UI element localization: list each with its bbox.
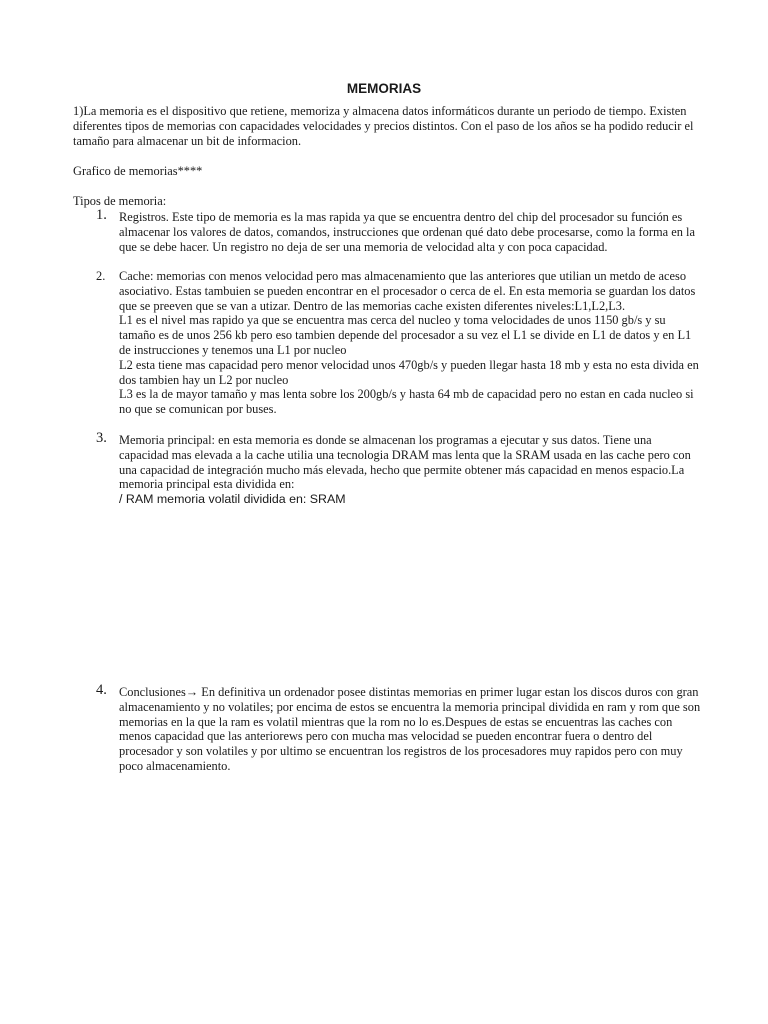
- page-title: MEMORIAS: [346, 81, 422, 96]
- list-marker: 2.: [96, 269, 106, 283]
- intro-paragraph: 1)La memoria es el dispositivo que retiene, memoriza y almacena datos informáticos durante un periodo de tiempo. Existen diferentes tipos de memorias con capacidades velocidades y precios distintos. Con el paso de los años se ha podido reducir el tamaño para almacenar un bit de informacion.: [73, 104, 694, 148]
- ram-line: / RAM memoria volatil dividida en: SRAM: [119, 492, 346, 507]
- grafico-line: Grafico de memorias****: [73, 164, 203, 178]
- list-item-text: Memoria principal: en esta memoria es donde se almacenan los programas a ejecutar y sus datos. Tiene una capacidad mas elevada a la cache utilia una tecnologia DRAM mas lenta que la SRAM usada en las cache pero con una capacidad de integración mucho más elevada, hecho que permite obtener más capacidad en menos espacio.La memoria principal esta dividida en:: [119, 433, 691, 492]
- cache-l1-text: L1 es el nivel mas rapido ya que se encuentra mas cerca del nucleo y toma velocidades de unos 1150 gb/s y su tamaño es de unos 256 kb pero eso tambien depende del procesador a su vez el L1 se divide en L1 de datos y en L1 de instrucciones y tenemos una L1 por nucleo: [119, 313, 692, 357]
- list-item-cache: [96, 269, 701, 417]
- list-marker: 1.: [96, 207, 107, 223]
- list-item-registros: [96, 207, 701, 254]
- list-item-text: Conclusiones→ En definitiva un ordenador posee distintas memorias en primer lugar estan los discos duros con gran almacenamiento y no volatiles; por encima de estos se encuentra la memoria principal dividida en ram y rom que son memorias en la que la ram es volatil mientras que la rom no lo es.Despues de estas se encuentras las caches con menos capacidad que las anteriorews pero con mucha mas velocidad se pueden encontrar fuera o dentro del procesador y son volatiles y por ultimo se encuentran los registros de los procesadores muy rapidos pero con muy poco almacenamiento.: [119, 685, 701, 773]
- list-marker: 4.: [96, 682, 107, 698]
- cache-l3-text: L3 es la de mayor tamaño y mas lenta sobre los 200gb/s y hasta 64 mb de capacidad pero no estan en cada nucleo si no que se comunican por buses.: [119, 387, 694, 417]
- list-item-memoria-principal: [96, 430, 701, 507]
- tipos-heading: Tipos de memoria:: [73, 194, 167, 208]
- list-item-text: Cache: memorias con menos velocidad pero mas almacenamiento que las anteriores que utilian un metdo de aceso asociativo. Estas tambuien se pueden encontrar en el procesador o cerca de el. En esta memoria se guardan los datos que se preeven que se van a utizar. Dentro de las memorias cache existen diferentes niveles:L1,L2,L3.: [119, 269, 696, 313]
- list-marker: 3.: [96, 430, 107, 446]
- list-item-conclusiones: [96, 682, 701, 774]
- cache-l2-text: L2 esta tiene mas capacidad pero menor velocidad unos 470gb/s y pueden llegar hasta 18 mb y esta no esta divida en dos tambien hay un L2 por nucleo: [119, 357, 699, 387]
- list-item-text: Registros. Este tipo de memoria es la mas rapida ya que se encuentra dentro del chip del procesador su función es almacenar los valores de datos, comandos, instrucciones que ordenan qué dato debe procesarse, como la forma en la que se debe hacer. Un registro no deja de ser una memoria de velocidad alta y con poca capacidad.: [119, 210, 695, 254]
